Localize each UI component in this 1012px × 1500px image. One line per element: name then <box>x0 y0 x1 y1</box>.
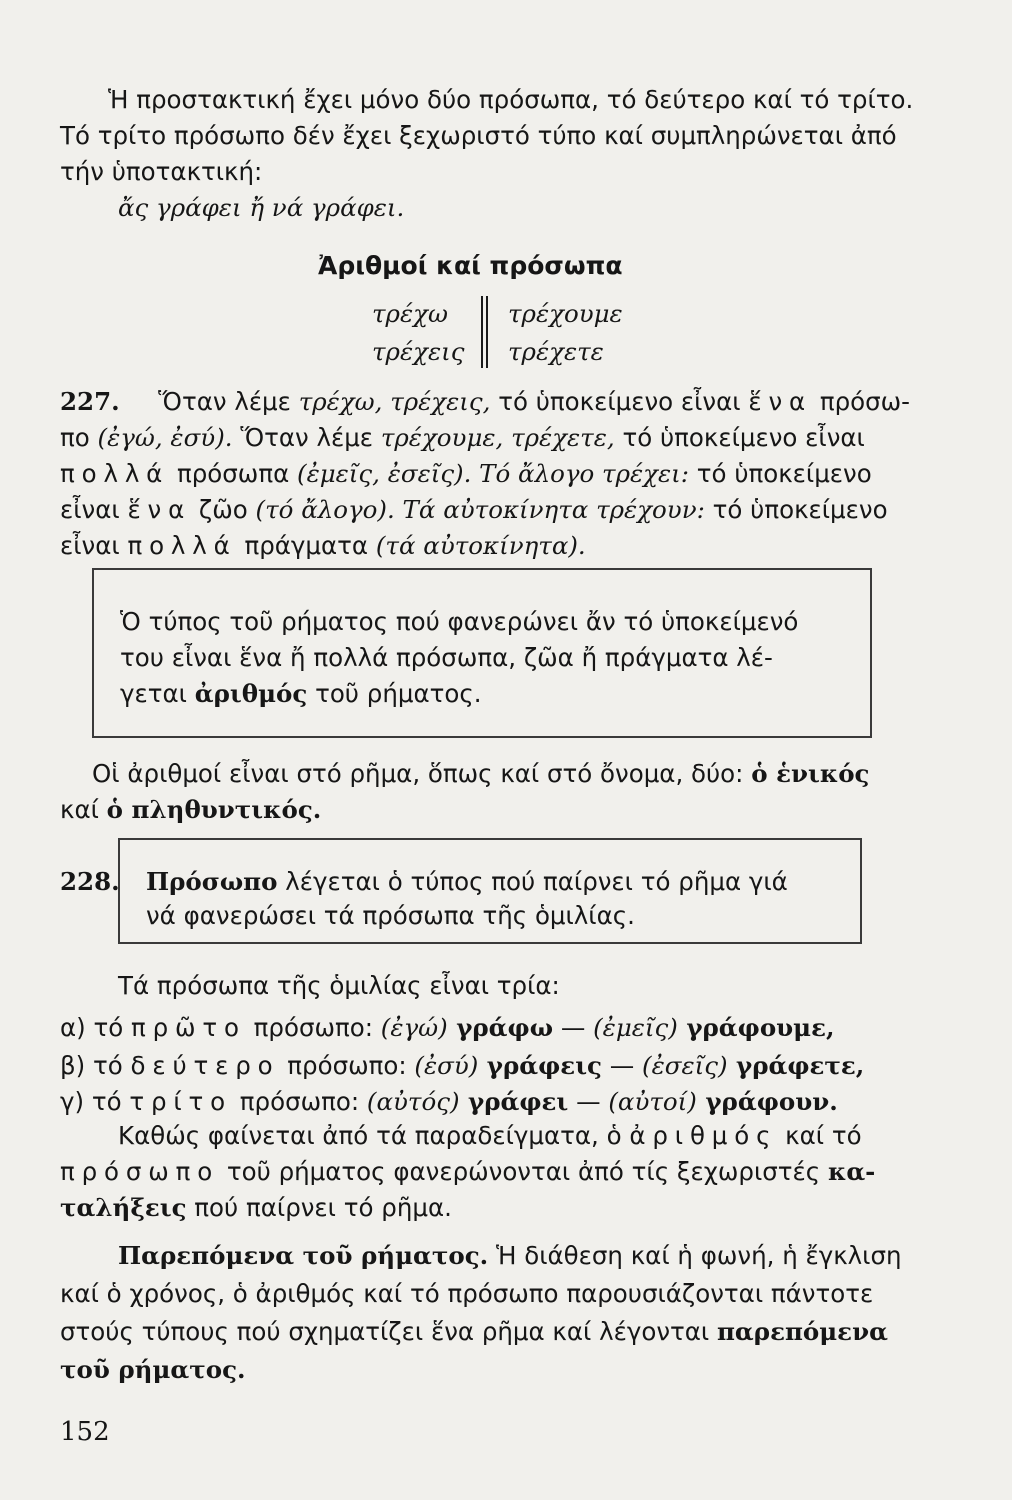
p227-line-3: πολλά πρόσωπα (ἐμεῖς, ἐσεῖς). Τό ἄλογο τρέχει: τό ὑποκείμενο <box>60 459 872 488</box>
table-divider <box>481 296 483 368</box>
attributes-line-1: Παρεπόμενα τοῦ ρήματος. Ἡ διάθεση καί ἡ φωνή, ἡ ἔγκλιση <box>118 1241 902 1270</box>
box1-line-2: του εἶναι ἕνα ἤ πολλά πρόσωπα, ζῶα ἤ πράγματα λέ- <box>120 643 773 672</box>
table-divider <box>486 296 488 368</box>
conclusion-line-1: Καθώς φαίνεται ἀπό τά παραδείγματα, ὁ ἀριθμός καί τό <box>118 1121 862 1150</box>
attributes-line-3: στούς τύπους πού σχηματίζει ἕνα ρῆμα καί λέγονται παρεπόμενα <box>60 1317 888 1346</box>
intro-line-1: Ἡ προστακτική ἔχει μόνο δύο πρόσωπα, τό δεύτερο καί τό τρίτο. <box>108 85 914 114</box>
verb-singular-2: τρέχεις <box>372 337 465 366</box>
page-number: 152 <box>60 1417 110 1447</box>
numbers-line-2: καί ὁ πληθυντικός. <box>60 795 322 824</box>
paragraph-number: 228. <box>60 867 120 896</box>
p227-line-5: εἶναι πολλά πράγματα (τά αὐτοκίνητα). <box>60 531 586 560</box>
attributes-line-2: καί ὁ χρόνος, ὁ ἀριθμός καί τό πρόσωπο παρουσιάζονται πάντοτε <box>60 1279 874 1308</box>
numbers-line-1: Οἱ ἀριθμοί εἶναι στό ρῆμα, ὅπως καί στό ὄνομα, δύο: ὁ ἑνικός <box>92 759 870 788</box>
intro-example: ἄς γράφει ἤ νά γράφει. <box>118 193 405 222</box>
box1-line-3: γεται ἀριθμός τοῦ ρήματος. <box>120 679 482 708</box>
persons-intro: Τά πρόσωπα τῆς ὁμιλίας εἶναι τρία: <box>118 971 560 1000</box>
verb-plural-2: τρέχετε <box>508 337 604 366</box>
person-row-1: α) τό πρῶτο πρόσωπο: (ἐγώ) γράφω — (ἐμεῖς) γράφουμε, <box>60 1013 835 1042</box>
conclusion-line-3: ταλήξεις πού παίρνει τό ρῆμα. <box>60 1193 452 1222</box>
p228-line-2: νά φανερώσει τά πρόσωπα τῆς ὁμιλίας. <box>146 901 635 930</box>
paragraph-number: 227. <box>60 387 120 416</box>
attributes-line-4: τοῦ ρήματος. <box>60 1355 246 1384</box>
intro-line-3: τήν ὑποτακτική: <box>60 157 263 186</box>
conclusion-line-2: πρόσωπο τοῦ ρήματος φανερώνονται ἀπό τίς ξεχωριστές κα- <box>60 1157 876 1186</box>
person-row-2: β) τό δεύτερο πρόσωπο: (ἐσύ) γράφεις — (ἐσεῖς) γράφετε, <box>60 1051 865 1080</box>
p227-line-4: εἶναι ἕνα ζῶο (τό ἄλογο). Τά αὐτοκίνητα τρέχουν: τό ὑποκείμενο <box>60 495 888 524</box>
person-row-3: γ) τό τρίτο πρόσωπο: (αὐτός) γράφει — (αὐτοί) γράφουν. <box>60 1087 838 1116</box>
box1-line-1: Ὁ τύπος τοῦ ρήματος πού φανερώνει ἄν τό ὑποκείμενό <box>120 607 799 636</box>
p227-line-2: πο (ἐγώ, ἐσύ). Ὅταν λέμε τρέχουμε, τρέχετε, τό ὑποκείμενο εἶναι <box>60 423 865 452</box>
verb-plural-1: τρέχουμε <box>508 299 623 328</box>
section-heading: Ἀριθμοί καί πρόσωπα <box>318 251 623 280</box>
verb-singular-1: τρέχω <box>372 299 448 328</box>
p228-line-1: Πρόσωπο λέγεται ὁ τύπος πού παίρνει τό ρῆμα γιά <box>146 867 788 896</box>
intro-line-2: Τό τρίτο πρόσωπο δέν ἔχει ξεχωριστό τύπο καί συμπληρώνεται ἀπό <box>60 121 897 150</box>
p227-line-1: 227. Ὅταν λέμε τρέχω, τρέχεις, τό ὑποκείμενο εἶναι ἕνα πρόσω- <box>60 384 910 420</box>
